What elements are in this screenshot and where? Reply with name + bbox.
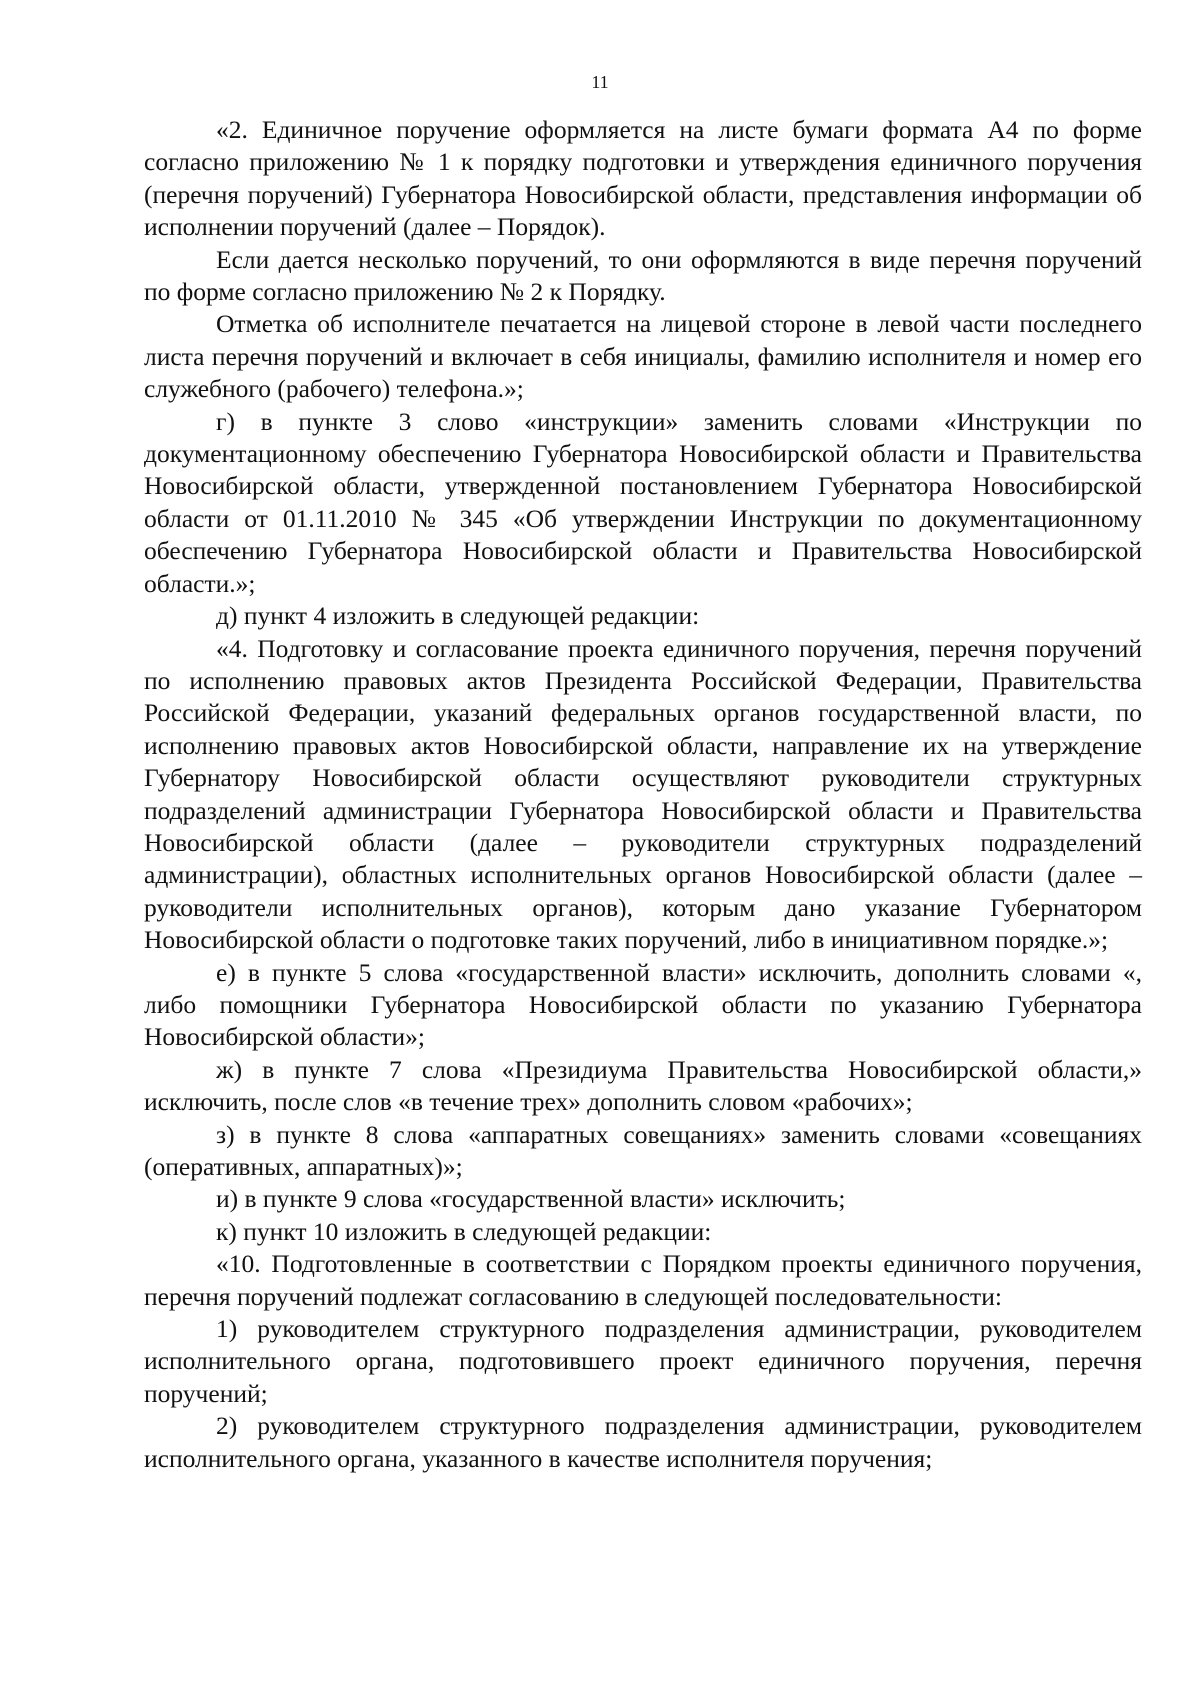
paragraph: д) пункт 4 изложить в следующей редакции: [216, 601, 700, 631]
paragraph: и) в пункте 9 слова «государственной власти» исключить; [216, 1184, 846, 1214]
paragraph: к) пункт 10 изложить в следующей редакции: [216, 1216, 712, 1246]
paragraph: «10. Подготовленные в соответствии с Порядком проекты единичного поручения, перечня поручений подлежат согласованию в следующей последовательности: [144, 1249, 1142, 1311]
body-text [144, 114, 1142, 1475]
page-number: 11 [591, 72, 609, 92]
paragraph: Если дается несколько поручений, то они оформляются в виде перечня поручений по форме согласно приложению № 2 к Порядку. [144, 244, 1142, 307]
paragraph: е) в пункте 5 слова «государственной власти» исключить, дополнить словами «, либо помощники Губернатора Новосибирской области по указанию Губернатора Новосибирской области»; [144, 957, 1142, 1052]
paragraph: «4. Подготовку и согласование проекта единичного поручения, перечня поручений по исполнению правовых актов Президента Российской Федерации, Правительства Российской Федерации, указаний федеральных органов государственной власти, по исполнению правовых актов Новосибирской области, направление их на утверждение Губернатору Новосибирской области осуществляют руководители структурных подразделений администрации Губернатора Новосибирской области и Правительства Новосибирской области (далее – руководители структурных подразделений администрации), областных исполнительных органов Новосибирской области (далее – руководители исполнительных органов), которым дано указание Губернатором Новосибирской области о подготовке таких поручений, либо в инициативном порядке.»; [144, 633, 1142, 955]
paragraph: ж) в пункте 7 слова «Президиума Правительства Новосибирской области,» исключить, после слов «в течение трех» дополнить словом «рабочих»; [144, 1054, 1142, 1117]
paragraph: з) в пункте 8 слова «аппаратных совещаниях» заменить словами «совещаниях (оперативных, аппаратных)»; [144, 1119, 1142, 1181]
paragraph: 2) руководителем структурного подразделения администрации, руководителем исполнительного органа, указанного в качестве исполнителя поручения; [144, 1411, 1142, 1473]
paragraph: 1) руководителем структурного подразделения администрации, руководителем исполнительного органа, подготовившего проект единичного поручения, перечня поручений; [144, 1314, 1142, 1408]
paragraph: г) в пункте 3 слово «инструкции» заменить словами «Инструкции по документационному обеспечению Губернатора Новосибирской области и Правительства Новосибирской области, утвержденной постановлением Губернатора Новосибирской области от 01.11.2010 № 345 «Об утверждении Инструкции по документационному обеспечению Губернатора Новосибирской области и Правительства Новосибирской области.»; [144, 406, 1142, 598]
paragraph: «2. Единичное поручение оформляется на листе бумаги формата А4 по форме согласно приложению № 1 к порядку подготовки и утверждения единичного поручения (перечня поручений) Губернатора Новосибирской области, представления информации об исполнении поручений (далее – Порядок). [144, 115, 1142, 242]
paragraph: Отметка об исполнителе печатается на лицевой стороне в левой части последнего листа перечня поручений и включает в себя инициалы, фамилию исполнителя и номер его служебного (рабочего) телефона.»; [144, 309, 1142, 404]
